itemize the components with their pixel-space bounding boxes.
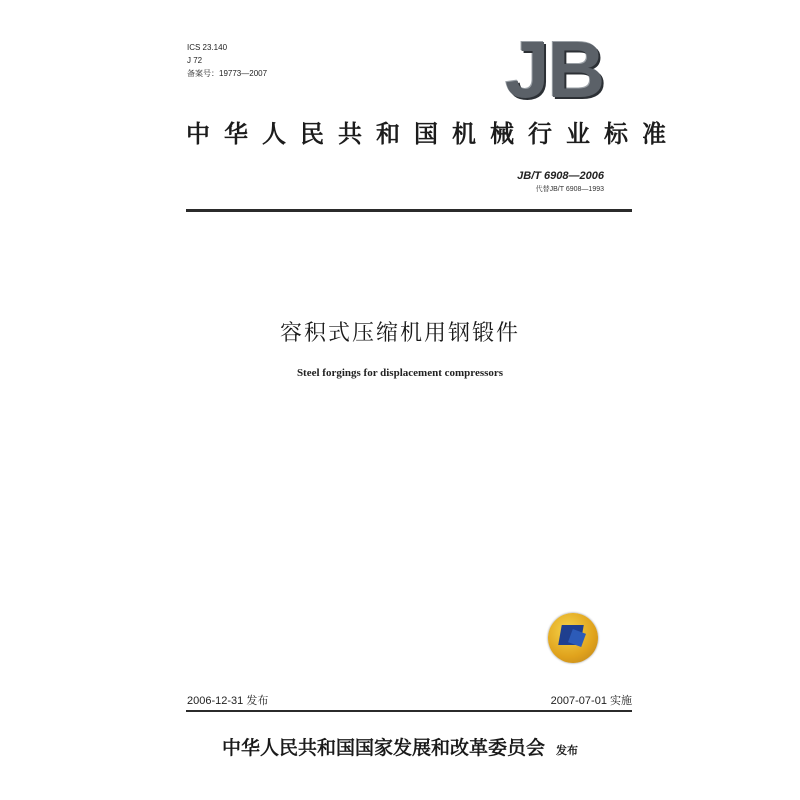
- document-title-chinese: 容积式压缩机用钢锻件: [279, 321, 520, 346]
- implementation-date: 2007-07-01 实施: [550, 695, 632, 707]
- ics-code: ICS 23.140: [187, 43, 228, 52]
- standard-number: JB/T 6908—2006: [517, 170, 604, 182]
- jb-logo: JB: [505, 25, 604, 114]
- replaces-standard: 代替JB/T 6908—1993: [535, 186, 604, 193]
- document-title-english: Steel forgings for displacement compressors: [296, 367, 504, 379]
- standard-title: 中华人民共和国机械行业标准: [186, 120, 680, 148]
- bottom-divider: [186, 710, 632, 712]
- top-divider: [186, 209, 632, 212]
- classification-code: J 72: [187, 56, 203, 65]
- publisher-suffix: 发布: [556, 744, 579, 757]
- publisher-name: 中华人民共和国国家发展和改革委员会: [221, 737, 545, 759]
- publisher-line: [0, 733, 800, 760]
- issue-date: 2006-12-31 发布: [187, 695, 269, 707]
- certification-badge-icon: [548, 613, 598, 663]
- record-number: 备案号：19773—2007: [187, 69, 268, 78]
